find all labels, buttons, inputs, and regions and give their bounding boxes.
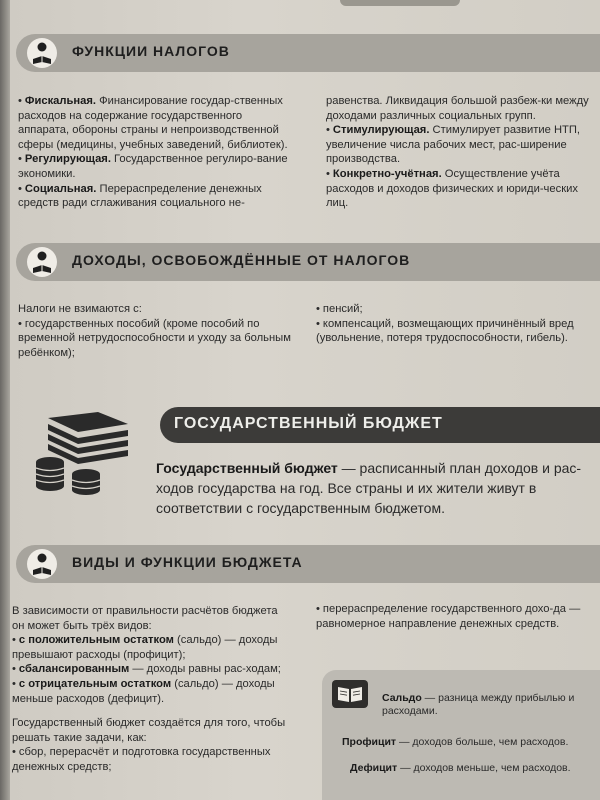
function-item: • Фискальная. Финансирование государ-ственных расходов на содержание государственного аппарата, обороны страны и непроизводственной сферы (медицины, учебных заведений, библиотек).	[18, 94, 288, 152]
section-header-types	[16, 545, 600, 583]
budget-banner	[160, 407, 600, 443]
budget-type-item: • с отрицательным остатком (сальдо) — доходы меньше расходов (дефицит).	[12, 677, 290, 706]
section-title: ВИДЫ И ФУНКЦИИ БЮДЖЕТА	[72, 554, 303, 570]
textbook-page	[10, 0, 600, 800]
income-right-column	[316, 302, 594, 346]
income-left-column	[18, 302, 293, 360]
budget-type-item: • сбалансированным — доходы равны рас-ходам;	[12, 662, 290, 677]
function-continuation: равенства. Ликвидация большой разбеж-ки между доходами различных социальных групп.	[326, 95, 589, 122]
reading-person-icon	[26, 548, 58, 580]
glossary-entry: Дефицит — доходов меньше, чем расходов.	[350, 762, 571, 774]
function-item: • Социальная. Перераспределение денежных средств ради сглаживания социального не-	[18, 182, 288, 211]
open-book-icon	[332, 680, 368, 708]
income-item: • компенсаций, возмещающих причинённый вред (увольнение, потеря трудоспособности, гибель).	[316, 317, 594, 346]
functions-right-column	[326, 94, 594, 211]
function-item: • Регулирующая. Государственное регулиро-вание экономики.	[18, 152, 288, 181]
income-intro: Налоги не взимаются с:	[18, 303, 142, 315]
budget-definition: Государственный бюджет — расписанный план доходов и рас-ходов государства на год. Все страны и их жители живут в соответствии с государственным бюджетом.	[156, 460, 582, 516]
function-item: • Конкретно-учётная. Осуществление учёта расходов и доходов физических и юриди-ческих лиц.	[326, 167, 594, 211]
tasks-intro: Государственный бюджет создаётся для того, чтобы решать такие задачи, как:	[12, 717, 286, 744]
income-item: • государственных пособий (кроме пособий по временной нетрудоспособности и уходу за больным ребёнком);	[18, 317, 293, 361]
section-title: ДОХОДЫ, ОСВОБОЖДЁННЫЕ ОТ НАЛОГОВ	[72, 252, 411, 268]
section-header-functions	[16, 34, 600, 72]
function-item: • Стимулирующая. Стимулирует развитие НТП, увеличение числа рабочих мест, рас-ширение производства.	[326, 123, 594, 167]
top-page-tab	[340, 0, 460, 6]
book-spine-shadow	[0, 0, 10, 800]
glossary-entry: Сальдо — разница между прибылью и расходами.	[382, 692, 575, 717]
reading-person-icon	[26, 37, 58, 69]
task-item: • перераспределение государственного дохо-да — равномерное направление денежных средств.	[316, 602, 594, 631]
reading-person-icon	[26, 246, 58, 278]
types-left-column	[12, 604, 290, 775]
types-intro: В зависимости от правильности расчётов бюджета он может быть трёх видов:	[12, 605, 278, 632]
functions-left-column	[18, 94, 288, 211]
glossary-entry: Профицит — доходов больше, чем расходов.	[342, 736, 569, 748]
money-stack-icon	[28, 408, 138, 498]
income-item: • пенсий;	[316, 302, 594, 317]
budget-banner-title: ГОСУДАРСТВЕННЫЙ БЮДЖЕТ	[174, 415, 443, 432]
task-item: • сбор, перерасчёт и подготовка государственных денежных средств;	[12, 745, 290, 774]
section-title: ФУНКЦИИ НАЛОГОВ	[72, 43, 230, 59]
types-right-column	[316, 602, 594, 631]
glossary-box	[322, 670, 600, 800]
budget-type-item: • с положительным остатком (сальдо) — доходы превышают расходы (профицит);	[12, 633, 290, 662]
section-header-income	[16, 243, 600, 281]
